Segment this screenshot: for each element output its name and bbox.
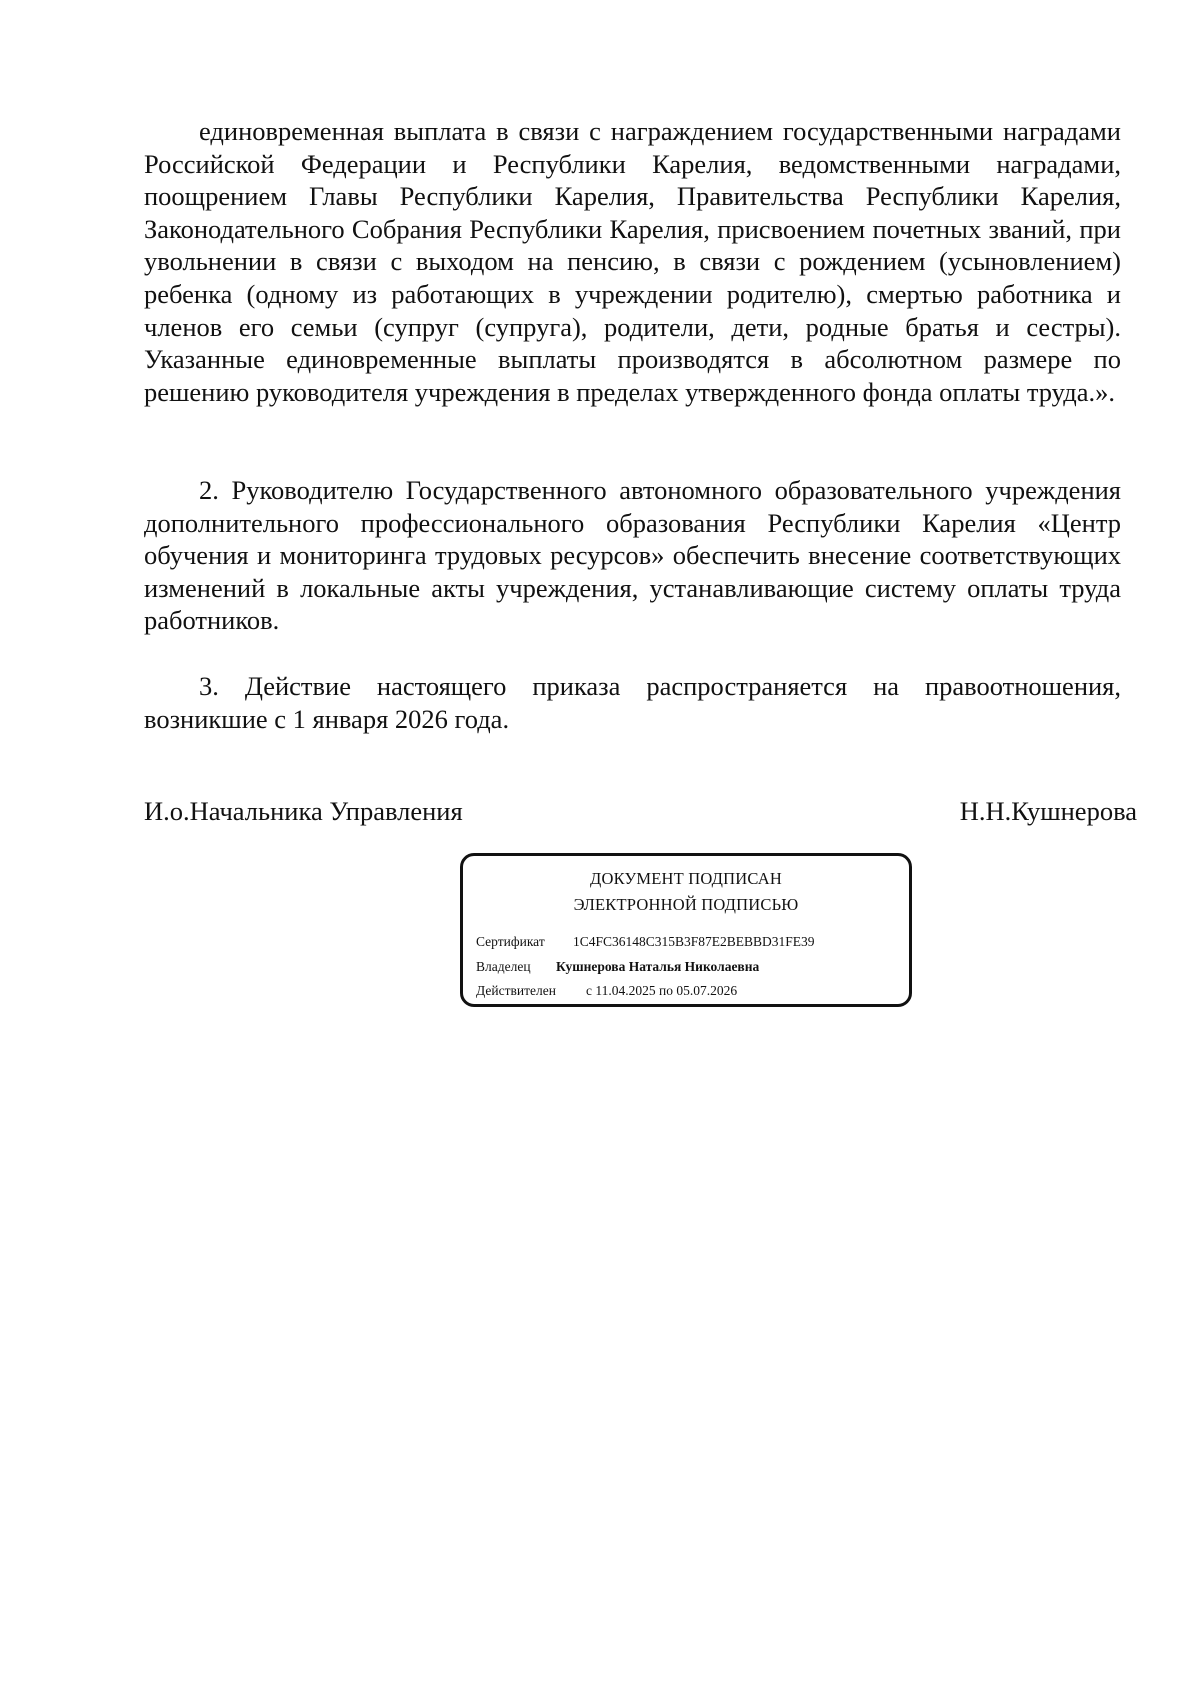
stamp-owner-label: Владелец: [476, 959, 531, 974]
stamp-certificate-label: Сертификат: [476, 934, 545, 949]
stamp-title-line-2: ЭЛЕКТРОННОЙ ПОДПИСЬЮ: [573, 895, 799, 914]
stamp-title-line-1: ДОКУМЕНТ ПОДПИСАН: [590, 869, 782, 888]
stamp-validity-value: с 11.04.2025 по 05.07.2026: [586, 983, 738, 998]
stamp-owner-row: [476, 958, 759, 976]
electronic-signature-stamp: [460, 853, 912, 1007]
stamp-validity-label: Действителен: [476, 983, 556, 998]
signatory-position: И.о.Начальника Управления: [144, 796, 463, 826]
paragraph-one-time-payments: единовременная выплата в связи с награждением государственными наградами Российской Федерации и Республики Карелия, ведомственными наградами, поощрением Главы Республики Карелия, Правительства Республики Карелия, Законодательного Собрания Республики Карелия, присвоением почетных званий, при увольнении в связи с выходом на пенсию, в связи с рождением (усыновлением) ребенка (одному из работающих в учреждении родителю), смертью работника и членов его семьи (супруг (супруга), родители, дети, родные братья и сестры). Указанные единовременные выплаты производятся в абсолютном размере по решению руководителя учреждения в пределах утвержденного фонда оплаты труда.».: [144, 116, 1121, 407]
stamp-validity-row: [476, 982, 737, 1000]
signatory-name: Н.Н.Кушнерова: [959, 796, 1137, 826]
stamp-certificate-row: [476, 933, 815, 951]
stamp-owner-value: Кушнерова Наталья Николаевна: [556, 959, 760, 974]
paragraph-item-2: 2. Руководителю Государственного автономного образовательного учреждения дополнительного профессионального образования Республики Карелия «Центр обучения и мониторинга трудовых ресурсов» обеспечить внесение соответствующих изменений в локальные акты учреждения, устанавливающие систему оплаты труда работников.: [144, 475, 1121, 636]
stamp-certificate-value: 1C4FC36148C315B3F87E2BEBBD31FE39: [573, 934, 815, 949]
paragraph-item-3: 3. Действие настоящего приказа распространяется на правоотношения, возникшие с 1 января 2026 года.: [144, 671, 1121, 734]
